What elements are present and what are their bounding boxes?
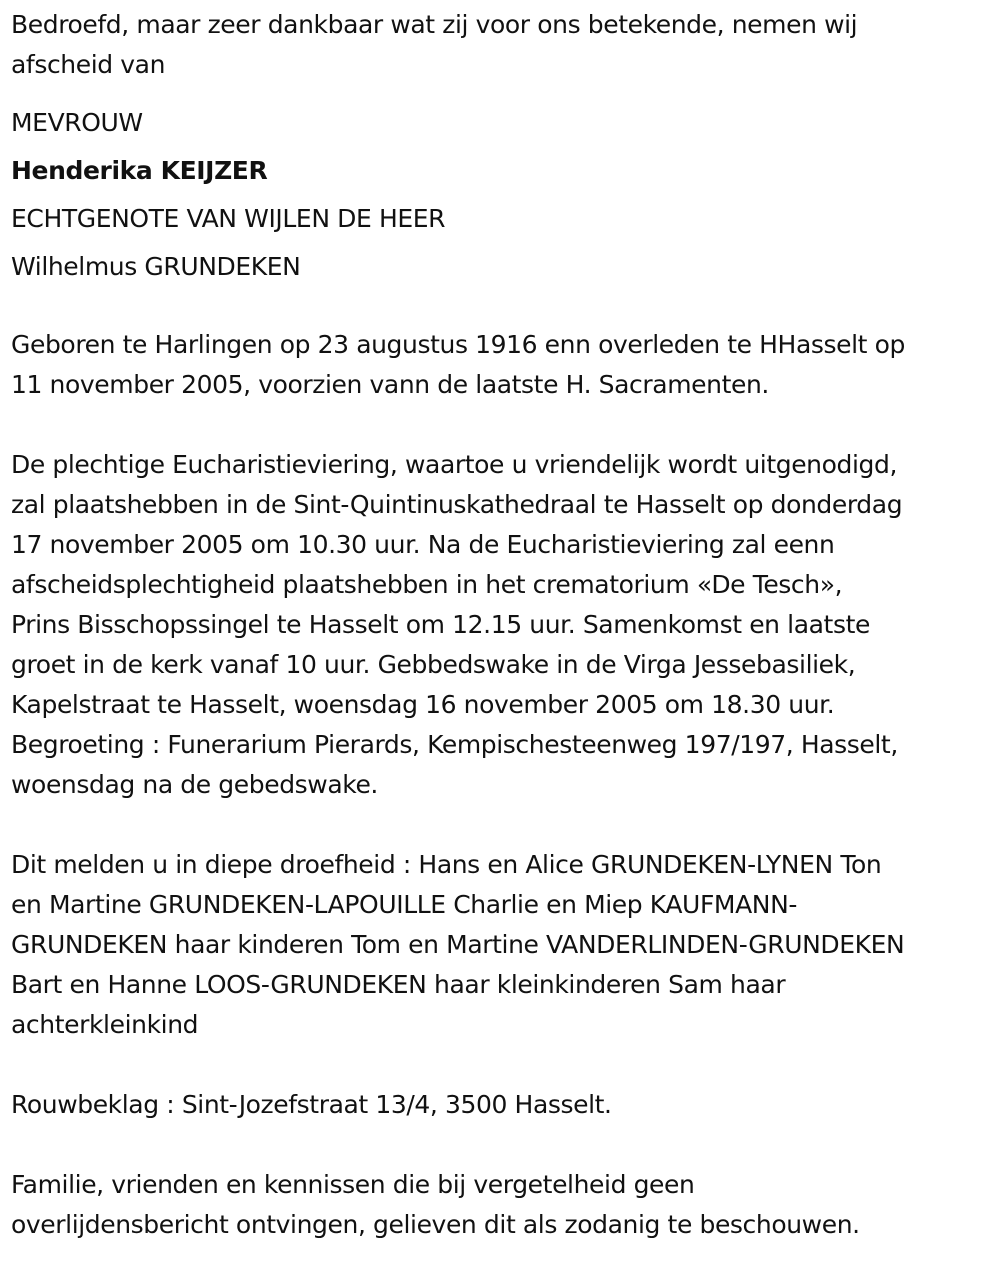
- obituary-document: [11, 5, 996, 1245]
- intro-line: afscheid van: [11, 50, 166, 79]
- ceremony-line: groet in de kerk vanaf 10 uur. Gebbedswake in de Virga Jessebasiliek,: [11, 650, 856, 679]
- family-line: Dit melden u in diepe droefheid : Hans en Alice GRUNDEKEN-LYNEN Ton: [11, 850, 882, 879]
- condolence-paragraph: [11, 1085, 996, 1125]
- birth-death-line: 11 november 2005, voorzien vann de laatste H. Sacramenten.: [11, 370, 769, 399]
- family-line: Bart en Hanne LOOS-GRUNDEKEN haar kleinkinderen Sam haar: [11, 970, 786, 999]
- ceremony-line: woensdag na de gebedswake.: [11, 770, 378, 799]
- family-paragraph: [11, 845, 996, 1045]
- closing-line: Familie, vrienden en kennissen die bij vergetelheid geen: [11, 1170, 695, 1199]
- ceremony-line: De plechtige Eucharistieviering, waartoe u vriendelijk wordt uitgenodigd,: [11, 450, 898, 479]
- ceremony-line: Begroeting : Funerarium Pierards, Kempischesteenweg 197/197, Hasselt,: [11, 730, 898, 759]
- family-line: GRUNDEKEN haar kinderen Tom en Martine VANDERLINDEN-GRUNDEKEN: [11, 930, 905, 959]
- ceremony-line: Kapelstraat te Hasselt, woensdag 16 november 2005 om 18.30 uur.: [11, 690, 835, 719]
- ceremony-line: 17 november 2005 om 10.30 uur. Na de Eucharistieviering zal eenn: [11, 530, 835, 559]
- intro-paragraph: [11, 5, 996, 85]
- family-line: en Martine GRUNDEKEN-LAPOUILLE Charlie en Miep KAUFMANN-: [11, 890, 798, 919]
- ceremony-paragraph: [11, 445, 996, 805]
- deceased-title: MEVROUW: [11, 108, 143, 137]
- birth-death-paragraph: [11, 325, 996, 405]
- closing-paragraph: [11, 1165, 996, 1245]
- ceremony-line: afscheidsplechtigheid plaatshebben in het crematorium «De Tesch»,: [11, 570, 843, 599]
- birth-death-line: Geboren te Harlingen op 23 augustus 1916 enn overleden te HHasselt op: [11, 330, 905, 359]
- intro-line: Bedroefd, maar zeer dankbaar wat zij voor ons betekende, nemen wij: [11, 10, 858, 39]
- spouse-name: Wilhelmus GRUNDEKEN: [11, 252, 301, 281]
- closing-line: overlijdensbericht ontvingen, gelieven dit als zodanig te beschouwen.: [11, 1210, 860, 1239]
- deceased-block: [11, 99, 996, 291]
- ceremony-line: zal plaatshebben in de Sint-Quintinuskathedraal te Hasselt op donderdag: [11, 490, 903, 519]
- deceased-name: Henderika KEIJZER: [11, 156, 268, 185]
- deceased-relation: ECHTGENOTE VAN WIJLEN DE HEER: [11, 204, 446, 233]
- condolence-line: Rouwbeklag : Sint-Jozefstraat 13/4, 3500 Hasselt.: [11, 1090, 612, 1119]
- family-line: achterkleinkind: [11, 1010, 199, 1039]
- ceremony-line: Prins Bisschopssingel te Hasselt om 12.15 uur. Samenkomst en laatste: [11, 610, 870, 639]
